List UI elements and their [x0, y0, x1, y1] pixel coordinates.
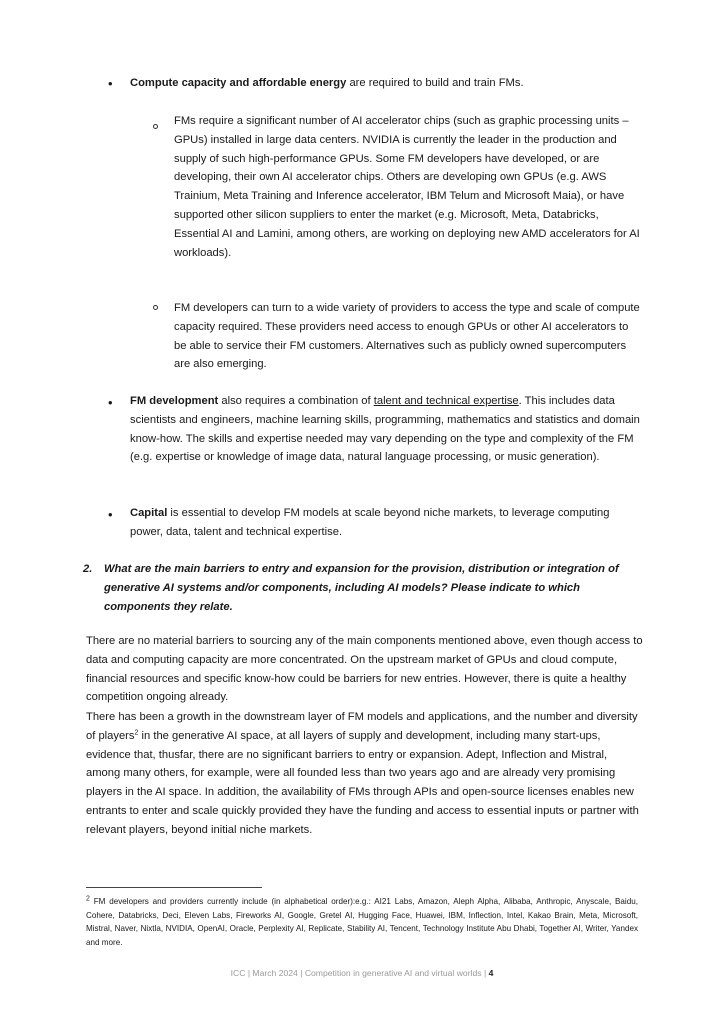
answer-text: in the generative AI space, at all layers of supply and development, including many start-ups, evidence that, thusfar, there are no significant barriers to entry or expansion. Adept, Inflection and Mistral, among many others, for example, were all founded less than two years ago and are already very promising players in the AI space. In addition, the availability of FMs through APIs and open-source licenses enables new entrants to enter and scale quickly provided they have the funding and access to essential inputs or partner with relevant players, beyond initial niche markets.: [86, 729, 639, 836]
sub-bullet-providers: FM developers can turn to a wide variety of providers to access the type and scale of compute capacity required. These providers need access to enough GPUs or other AI accelerators to be able to service their FM customers. Alternatives such as publicly owned supercomputers are also emerging.: [174, 302, 640, 371]
bullet-dot: •: [108, 395, 113, 410]
bullet-bold: Compute capacity and affordable energy: [130, 77, 347, 89]
footnote-ref[interactable]: 2: [134, 729, 139, 737]
bullet-dot: •: [108, 507, 113, 522]
bullet-text: are required to build and train FMs.: [346, 77, 524, 89]
footnote-text: FM developers and providers currently include (in alphabetical order):e.g.: AI21 Labs, Amazon, Aleph Alpha, Alibaba, Anthropic, Anyscale, Baidu, Cohere, Databricks, Deci, Eleven Labs, Fireworks AI, Google, Gretel AI, Hugging Face, Huawei, IBM, Inflection, Intel, Kakao Brain, Meta, Microsoft, Mistral, Naver, Nixtla, NVIDIA, OpenAI, Oracle, Perplexity AI, Replicate, Stability AI, Tencent, Technology Institute Abu Dhabi, Together AI, Writer, Yandex and more.: [86, 897, 638, 947]
page-footer: [0, 968, 724, 978]
circle-bullet-icon: [153, 124, 158, 129]
bullet-compute: [130, 74, 650, 93]
bullet-text: is essential to develop FM models at scale beyond niche markets, to leverage computing power, data, talent and technical expertise.: [130, 507, 610, 538]
footnote-divider: [86, 887, 262, 888]
answer-paragraph-2: [86, 708, 644, 840]
footer-text: ICC | March 2024 | Competition in generative AI and virtual worlds |: [230, 968, 489, 978]
bullet-bold: Capital: [130, 507, 168, 519]
page-number: 4: [488, 968, 494, 978]
talent-link[interactable]: talent and technical expertise: [373, 395, 519, 407]
answer-text: There has been a growth in the downstream layer of FM models and applications, and the number and diversity of players: [86, 711, 638, 742]
circle-bullet-icon: [153, 305, 158, 310]
question-text: What are the main barriers to entry and expansion for the provision, distribution or integration of generative AI systems and/or components, including AI models? Please indicate to which components they relate.: [104, 563, 619, 613]
bullet-bold: FM development: [130, 395, 219, 407]
sub-bullet-chips: FMs require a significant number of AI accelerator chips (such as graphic processing units – GPUs) installed in large data centers. NVIDIA is currently the leader in the production and supply of such high-performance GPUs. Some FM developers have developed, or are developing, their own AI accelerator chips. Others are developing own GPUs (e.g. AWS Trainium, Meta Training and Inference accelerator, IBM Telum and Microsoft Maia), or have supported other silicon suppliers to enter the market (e.g. Microsoft, Meta, Databricks, Essential AI and Lamini, among others, are working on deploying new AMD accelerators for AI workloads).: [174, 115, 640, 259]
bullet-capital: [130, 504, 642, 542]
answer-paragraph-1: There are no material barriers to sourcing any of the main components mentioned above, even though access to data and computing capacity are more concentrated. On the upstream market of GPUs and cloud compute, financial resources and specific know-how could be barriers for new entries. However, there is quite a healthy competition ongoing already.: [86, 635, 643, 704]
bullet-dot: •: [108, 76, 113, 91]
question-number: 2.: [83, 563, 93, 575]
bullet-text: . This includes data scientists and engineers, machine learning skills, programming, mathematics and statistics and domain know-how. The skills and expertise needed may vary depending on the type and complexity of the FM (e.g. expertise or knowledge of image data, natural language processing, or music generation).: [130, 395, 640, 464]
footnote-number: 2: [86, 895, 90, 903]
bullet-fm-development: [130, 392, 642, 467]
footnote: [86, 895, 638, 949]
bullet-text: also requires a combination of: [218, 395, 374, 407]
